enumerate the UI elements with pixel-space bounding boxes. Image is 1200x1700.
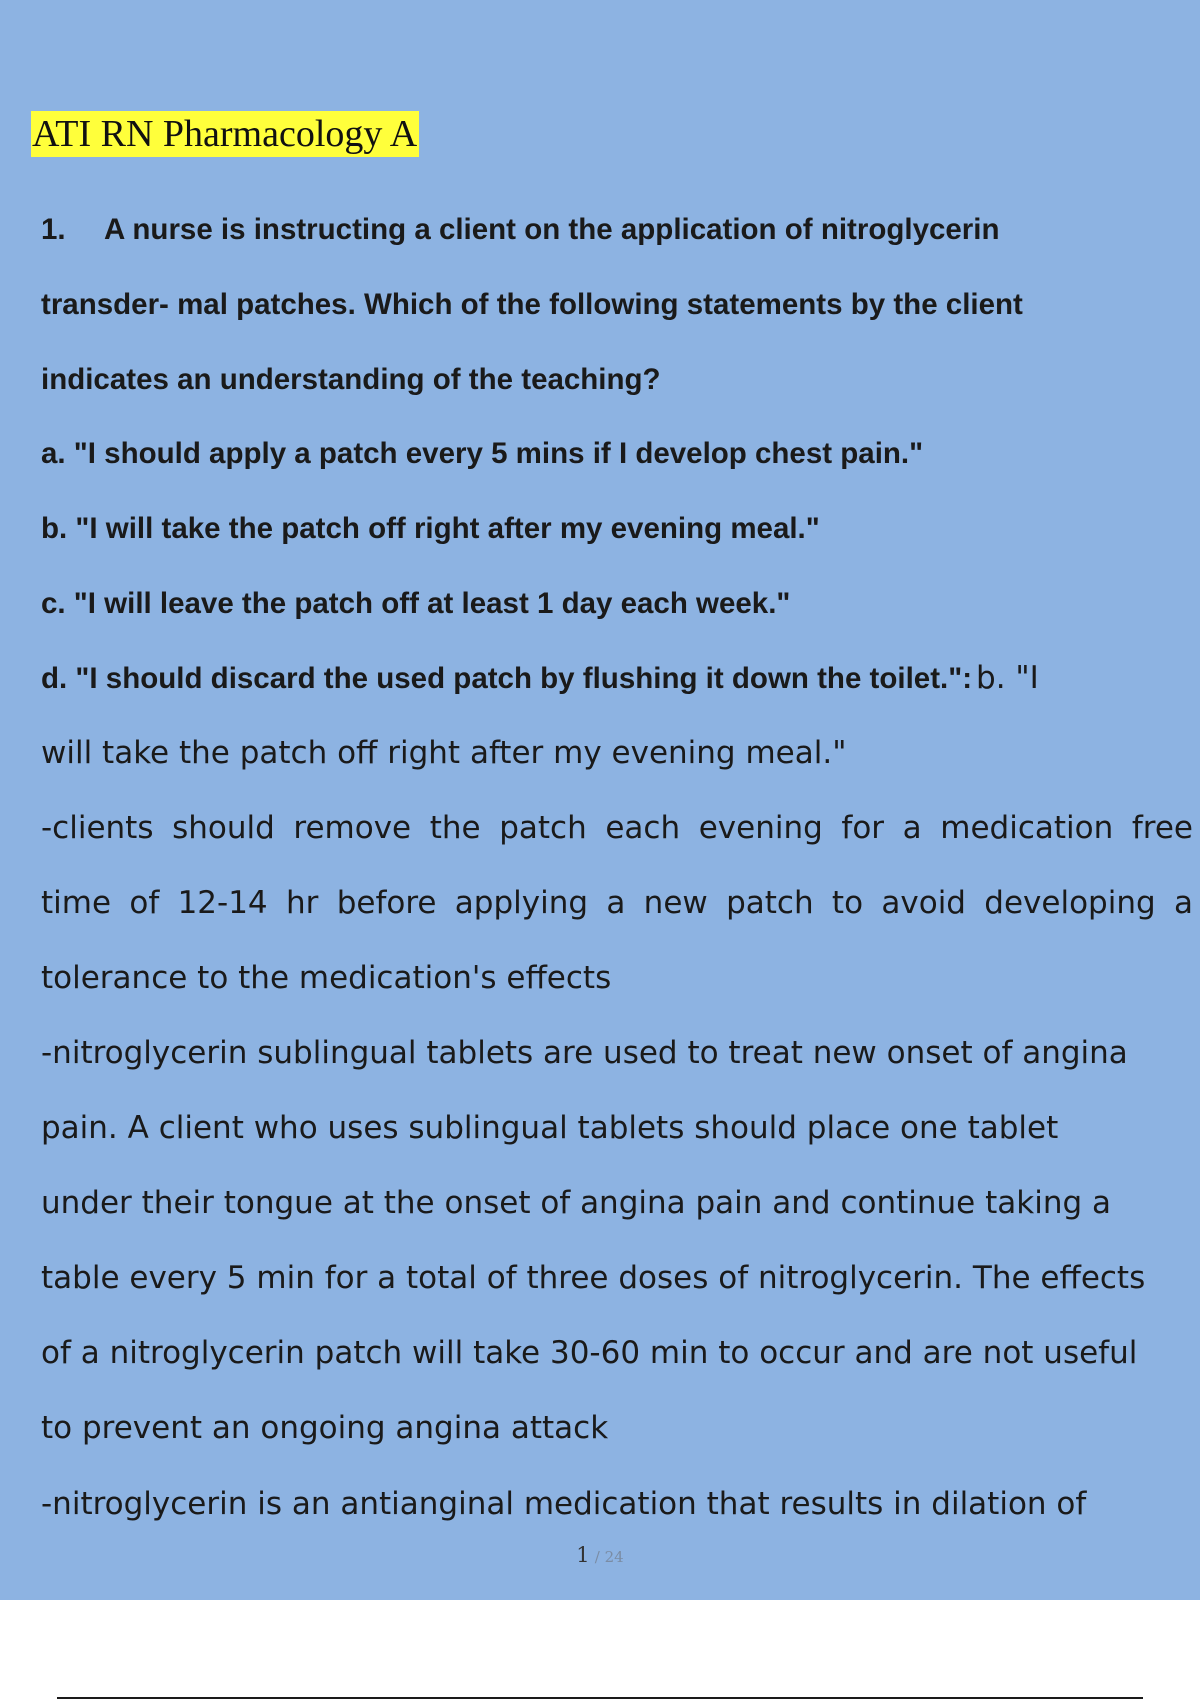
explanation-line-3: tolerance to the medication's effects <box>41 960 612 996</box>
question-stem-line-1 <box>41 213 1000 247</box>
document-title: ATI RN Pharmacology A <box>32 113 418 155</box>
next-page-rule <box>57 1697 1143 1699</box>
question-stem-text-1: A nurse is instructing a client on the application of nitroglycerin <box>104 213 1000 246</box>
option-a: a. "I should apply a patch every 5 mins if I develop chest pain." <box>41 437 924 470</box>
explanation-line-9: to prevent an ongoing angina attack <box>41 1410 609 1446</box>
explanation-line-4: -nitroglycerin sublingual tablets are used to treat new onset of angina <box>41 1035 1128 1071</box>
explanation-line-10: -nitroglycerin is an antianginal medication that results in dilation of <box>41 1486 1087 1522</box>
current-page-number: 1 <box>576 1543 590 1567</box>
option-d-line <box>41 660 1039 696</box>
question-number: 1. <box>41 213 66 246</box>
question-stem-line-3: indicates an understanding of the teaching? <box>41 363 661 396</box>
answer-start: b. "I <box>976 660 1039 696</box>
explanation-line-5: pain. A client who uses sublingual tablets should place one tablet <box>41 1110 1059 1146</box>
explanation-line-1: -clients should remove the patch each evening for a medication free <box>41 810 1193 846</box>
question-stem-line-2: transder- mal patches. Which of the following statements by the client <box>41 288 1023 321</box>
explanation-line-8: of a nitroglycerin patch will take 30-60 min to occur and are not useful <box>41 1335 1138 1371</box>
explanation-line-7: table every 5 min for a total of three doses of nitroglycerin. The effects <box>41 1260 1146 1296</box>
page-indicator <box>0 1543 1200 1567</box>
total-pages: / 24 <box>594 1548 624 1566</box>
option-d: d. "I should discard the used patch by flushing it down the toilet.": <box>41 662 973 695</box>
explanation-line-6: under their tongue at the onset of angina pain and continue taking a <box>41 1185 1111 1221</box>
explanation-line-2: time of 12-14 hr before applying a new patch to avoid developing a <box>41 885 1193 921</box>
answer-continued: will take the patch off right after my evening meal." <box>41 735 847 771</box>
option-b: b. "I will take the patch off right after my evening meal." <box>41 512 820 545</box>
option-c: c. "I will leave the patch off at least 1 day each week." <box>41 587 791 620</box>
